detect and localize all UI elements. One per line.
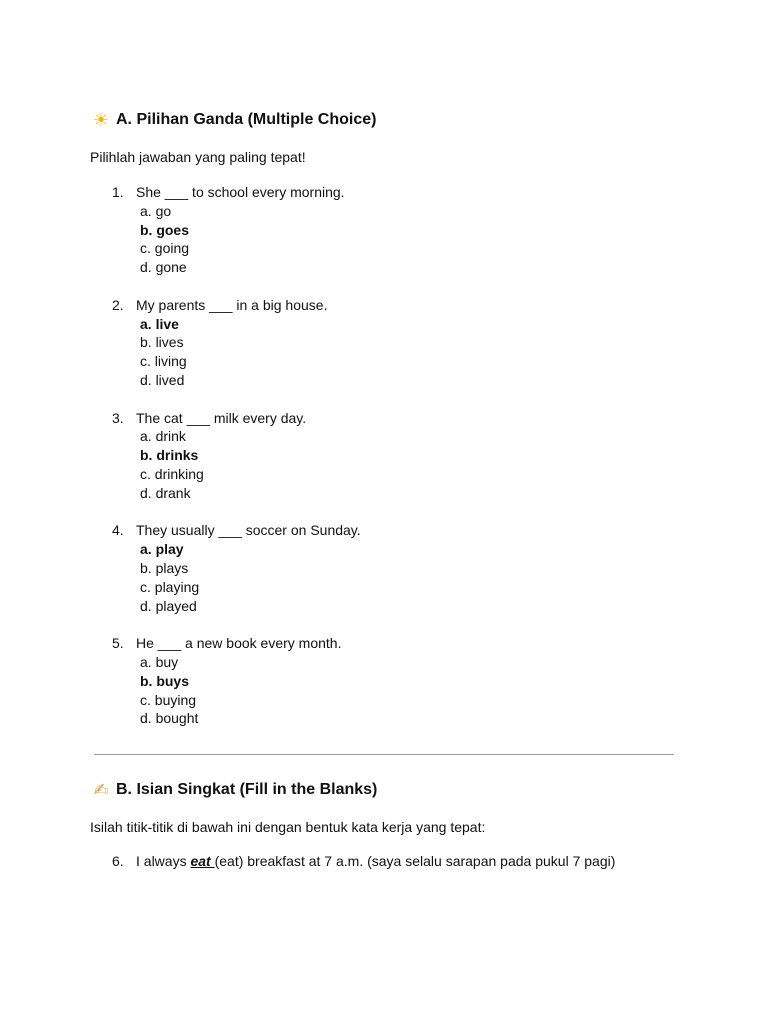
section-a-heading xyxy=(90,110,376,130)
question-text: They usually ___ soccer on Sunday. xyxy=(136,522,361,539)
question-text: The cat ___ milk every day. xyxy=(136,409,307,426)
answer-option: d. gone xyxy=(140,259,187,276)
question-text: He ___ a new book every month. xyxy=(136,635,342,652)
answer-option: c. going xyxy=(140,240,190,257)
answer-option: c. drinking xyxy=(140,465,204,482)
question-number: 3. xyxy=(112,409,124,426)
answer-option: d. lived xyxy=(140,371,185,388)
answer-option: d. drank xyxy=(140,484,191,501)
answer-option: d. bought xyxy=(140,710,199,727)
answer-option: b. plays xyxy=(140,559,189,576)
answer-option: b. goes xyxy=(140,221,190,238)
answer-option: a. drink xyxy=(140,428,186,445)
item-text-after: (eat) breakfast at 7 a.m. (saya selalu sarapan pada pukul 7 pagi) xyxy=(214,853,616,869)
sun-icon: ☀ xyxy=(92,110,110,130)
question-number: 2. xyxy=(112,296,124,313)
item-text-before: I always xyxy=(136,853,191,869)
writing-hand-icon: ✍ xyxy=(93,780,109,800)
question-text: My parents ___ in a big house. xyxy=(136,296,328,313)
answer-option: a. buy xyxy=(140,653,179,670)
answer-option: d. played xyxy=(140,597,197,614)
answer-option: b. drinks xyxy=(140,447,199,464)
answer-option: a. play xyxy=(140,541,184,558)
answer-option: b. lives xyxy=(140,334,184,351)
question-number: 1. xyxy=(112,184,124,200)
question-text: She ___ to school every morning. xyxy=(136,184,345,200)
question-number: 4. xyxy=(112,522,124,539)
answer-option: b. buys xyxy=(140,672,190,689)
answer-option: a. live xyxy=(140,315,179,332)
item-answer: eat xyxy=(190,853,215,869)
answer-option: c. buying xyxy=(140,691,197,708)
question-number: 5. xyxy=(112,635,124,652)
item-text xyxy=(136,852,615,871)
answer-option: c. living xyxy=(140,353,187,370)
section-a-instruction: Pilihlah jawaban yang paling tepat! xyxy=(90,149,306,165)
item-number: 6. xyxy=(112,853,124,869)
answer-option: c. playing xyxy=(140,578,200,595)
section-divider xyxy=(94,754,674,755)
section-b-heading xyxy=(90,780,377,800)
answer-option: a. go xyxy=(140,202,172,219)
section-b-title: B. Isian Singkat (Fill in the Blanks) xyxy=(116,781,378,798)
section-a-title: A. Pilihan Ganda (Multiple Choice) xyxy=(116,111,377,128)
section-b-instruction: Isilah titik-titik di bawah ini dengan bentuk kata kerja yang tepat: xyxy=(90,819,486,835)
